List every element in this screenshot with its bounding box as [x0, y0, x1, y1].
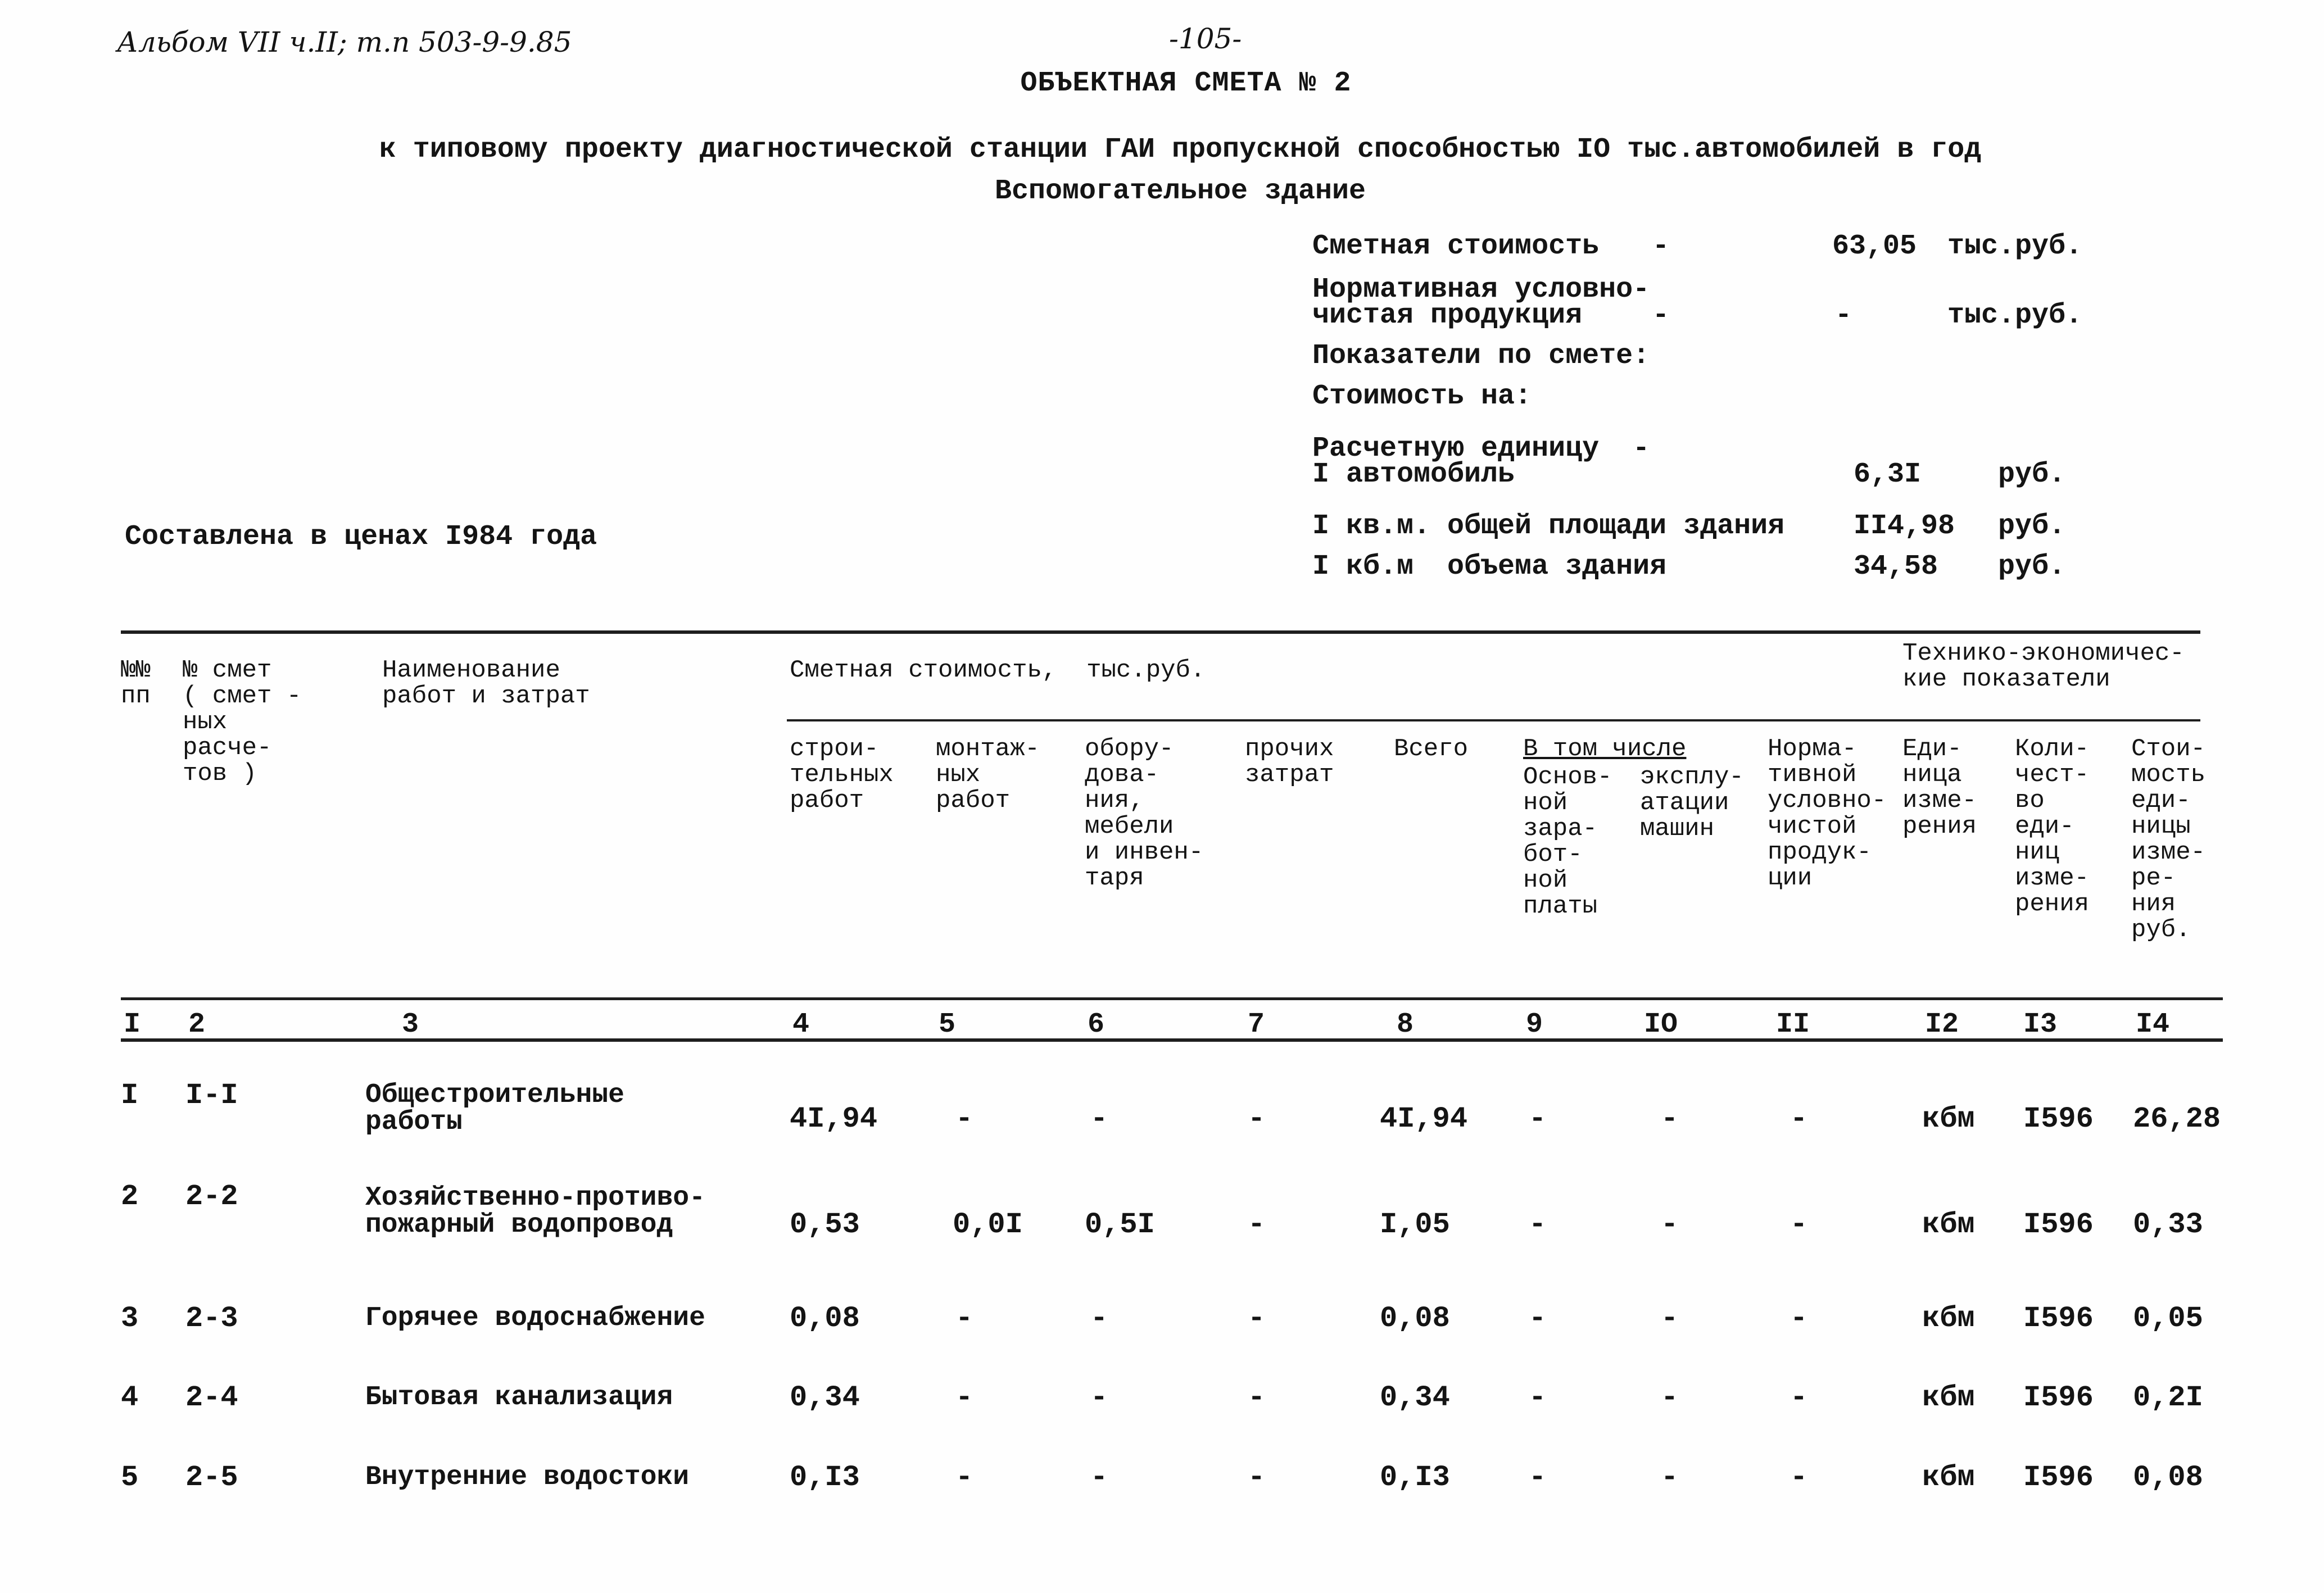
row-num: I [121, 1079, 139, 1112]
cost-value: 63,05 [1832, 230, 1917, 262]
header-unit-cost: Стои- мость еди- ницы изме- ре- ния руб. [2131, 735, 2206, 944]
row-estimate-no: 2-4 [185, 1381, 238, 1414]
row-installation: - [955, 1381, 973, 1414]
document-title: ОБЪЕКТНАЯ СМЕТА № 2 [1020, 67, 1352, 99]
row-equipment: - [1090, 1381, 1108, 1414]
row-other: - [1248, 1302, 1266, 1335]
row-num: 5 [121, 1461, 139, 1494]
cost-dash: - [1652, 230, 1670, 262]
row-quantity: I596 [2023, 1461, 2094, 1494]
row-equipment: - [1090, 1461, 1108, 1494]
row-name: Бытовая канализация [365, 1382, 673, 1413]
row-unit: кбм [1922, 1208, 1975, 1241]
column-number: II [1776, 1009, 1810, 1041]
row-name: Общестроительные работы [365, 1080, 624, 1137]
header-base-salary: Основ- ной зара- бот- ной платы [1523, 763, 1612, 920]
row-base-salary: - [1529, 1208, 1547, 1241]
header-estimate-no: № смет ( смет - ных расче- тов ) [183, 656, 302, 788]
row-construction: 4I,94 [790, 1102, 878, 1136]
row-installation: - [955, 1461, 973, 1494]
header-normative: Норма- тивной условно- чистой продук- ции [1768, 735, 1887, 892]
row-installation: 0,0I [953, 1208, 1023, 1241]
area-value: II4,98 [1854, 510, 1955, 542]
row-unit: кбм [1922, 1381, 1975, 1414]
prices-note: Составлена в ценах I984 года [125, 521, 597, 553]
column-number: IO [1644, 1009, 1678, 1041]
row-unit-cost: 0,2I [2133, 1381, 2203, 1414]
header-machines: эксплу- атации машин [1640, 763, 1744, 843]
header-total: Всего [1394, 735, 1469, 763]
row-construction: 0,08 [790, 1302, 860, 1335]
volume-label: I кб.м объема здания [1312, 551, 1667, 583]
row-unit: кбм [1922, 1302, 1975, 1335]
column-number: 3 [402, 1009, 419, 1041]
calc-unit-label-line2: I автомобиль [1312, 459, 1515, 491]
column-number: I2 [1925, 1009, 1959, 1041]
row-unit-cost: 26,28 [2133, 1102, 2221, 1136]
cost-group-rule [787, 719, 2200, 721]
column-number: I4 [2136, 1009, 2170, 1041]
row-normative: - [1790, 1208, 1808, 1241]
row-unit-cost: 0,05 [2133, 1302, 2203, 1335]
cost-on-label: Стоимость на: [1312, 380, 1532, 412]
row-normative: - [1790, 1381, 1808, 1414]
table-top-rule [121, 630, 2200, 634]
row-total: I,05 [1380, 1208, 1450, 1241]
page-number: -105- [1169, 22, 1242, 55]
row-unit: кбм [1922, 1461, 1975, 1494]
column-number: I3 [2023, 1009, 2058, 1041]
normative-unit: тыс.руб. [1947, 299, 2083, 332]
header-unit: Еди- ница изме- рения [1902, 735, 1977, 841]
row-normative: - [1790, 1302, 1808, 1335]
header-quantity: Коли- чест- во еди- ниц изме- рения [2015, 735, 2090, 918]
calc-unit-unit: руб. [1998, 459, 2066, 491]
row-normative: - [1790, 1102, 1808, 1136]
row-other: - [1248, 1461, 1266, 1494]
row-name: Внутренние водостоки [365, 1462, 690, 1492]
column-number: 5 [939, 1009, 956, 1041]
row-name: Хозяйственно-противо- пожарный водопровод [365, 1183, 705, 1240]
row-machines: - [1661, 1302, 1679, 1335]
row-machines: - [1661, 1381, 1679, 1414]
column-number: 4 [792, 1009, 810, 1041]
row-construction: 0,I3 [790, 1461, 860, 1494]
header-num: №№ пп [121, 656, 151, 710]
row-other: - [1248, 1102, 1266, 1136]
building-name: Вспомогательное здание [994, 175, 1366, 207]
row-machines: - [1661, 1102, 1679, 1136]
row-estimate-no: I-I [185, 1079, 238, 1112]
row-num: 2 [121, 1180, 139, 1213]
row-unit-cost: 0,08 [2133, 1461, 2203, 1494]
row-machines: - [1661, 1208, 1679, 1241]
row-num: 3 [121, 1302, 139, 1335]
row-name: Горячее водоснабжение [365, 1303, 705, 1333]
row-equipment: - [1090, 1302, 1108, 1335]
column-number-rule [121, 1038, 2223, 1042]
row-other: - [1248, 1208, 1266, 1241]
document-subtitle: к типовому проекту диагностической станции ГАИ пропускной способностью IO тыс.автомобилей в год [379, 134, 1982, 166]
row-base-salary: - [1529, 1381, 1547, 1414]
indicators-label: Показатели по смете: [1312, 340, 1650, 372]
row-base-salary: - [1529, 1102, 1547, 1136]
row-unit: кбм [1922, 1102, 1975, 1136]
row-base-salary: - [1529, 1461, 1547, 1494]
calc-unit-label-line1: Расчетную единицу - [1312, 433, 1650, 465]
row-equipment: - [1090, 1102, 1108, 1136]
header-bottom-rule [121, 997, 2223, 1000]
volume-unit: руб. [1998, 551, 2066, 583]
normative-label-line2: чистая продукция [1312, 299, 1583, 332]
header-name: Наименование работ и затрат [382, 656, 590, 710]
row-base-salary: - [1529, 1302, 1547, 1335]
column-number: 7 [1248, 1009, 1265, 1041]
row-construction: 0,34 [790, 1381, 860, 1414]
header-equipment: обору- дова- ния, мебели и инвен- таря [1085, 735, 1204, 892]
normative-label-line1: Нормативная условно- [1312, 274, 1650, 306]
area-unit: руб. [1998, 510, 2066, 542]
column-number: 2 [188, 1009, 206, 1041]
normative-dash: - [1652, 299, 1670, 332]
header-including: В том числе [1523, 735, 1687, 763]
header-construction: строи- тельных работ [790, 735, 894, 815]
row-quantity: I596 [2023, 1208, 2094, 1241]
row-installation: - [955, 1102, 973, 1136]
column-number: I [124, 1009, 141, 1041]
row-estimate-no: 2-3 [185, 1302, 238, 1335]
row-other: - [1248, 1381, 1266, 1414]
row-unit-cost: 0,33 [2133, 1208, 2203, 1241]
row-quantity: I596 [2023, 1102, 2094, 1136]
cost-unit: тыс.руб. [1947, 230, 2083, 262]
normative-value: - [1835, 299, 1852, 332]
row-machines: - [1661, 1461, 1679, 1494]
row-total: 4I,94 [1380, 1102, 1468, 1136]
column-number: 6 [1088, 1009, 1105, 1041]
volume-value: 34,58 [1854, 551, 1938, 583]
row-num: 4 [121, 1381, 139, 1414]
row-normative: - [1790, 1461, 1808, 1494]
row-quantity: I596 [2023, 1302, 2094, 1335]
column-number: 8 [1397, 1009, 1414, 1041]
cost-label: Сметная стоимость [1312, 230, 1600, 262]
row-total: 0,34 [1380, 1381, 1450, 1414]
row-quantity: I596 [2023, 1381, 2094, 1414]
row-total: 0,08 [1380, 1302, 1450, 1335]
document-reference: Альбом VII ч.II; т.п 503-9-9.85 [117, 26, 572, 58]
header-tech-group: Технико-экономичес- кие показатели [1902, 639, 2185, 693]
area-label: I кв.м. общей площади здания [1312, 510, 1785, 542]
header-installation: монтаж- ных работ [936, 735, 1040, 815]
row-estimate-no: 2-2 [185, 1180, 238, 1213]
row-estimate-no: 2-5 [185, 1461, 238, 1494]
header-other: прочих затрат [1245, 735, 1334, 789]
row-construction: 0,53 [790, 1208, 860, 1241]
column-number: 9 [1526, 1009, 1543, 1041]
header-cost-group: Сметная стоимость, тыс.руб. [790, 656, 1206, 684]
calc-unit-value: 6,3I [1854, 459, 1922, 491]
row-equipment: 0,5I [1085, 1208, 1155, 1241]
row-total: 0,I3 [1380, 1461, 1450, 1494]
row-installation: - [955, 1302, 973, 1335]
